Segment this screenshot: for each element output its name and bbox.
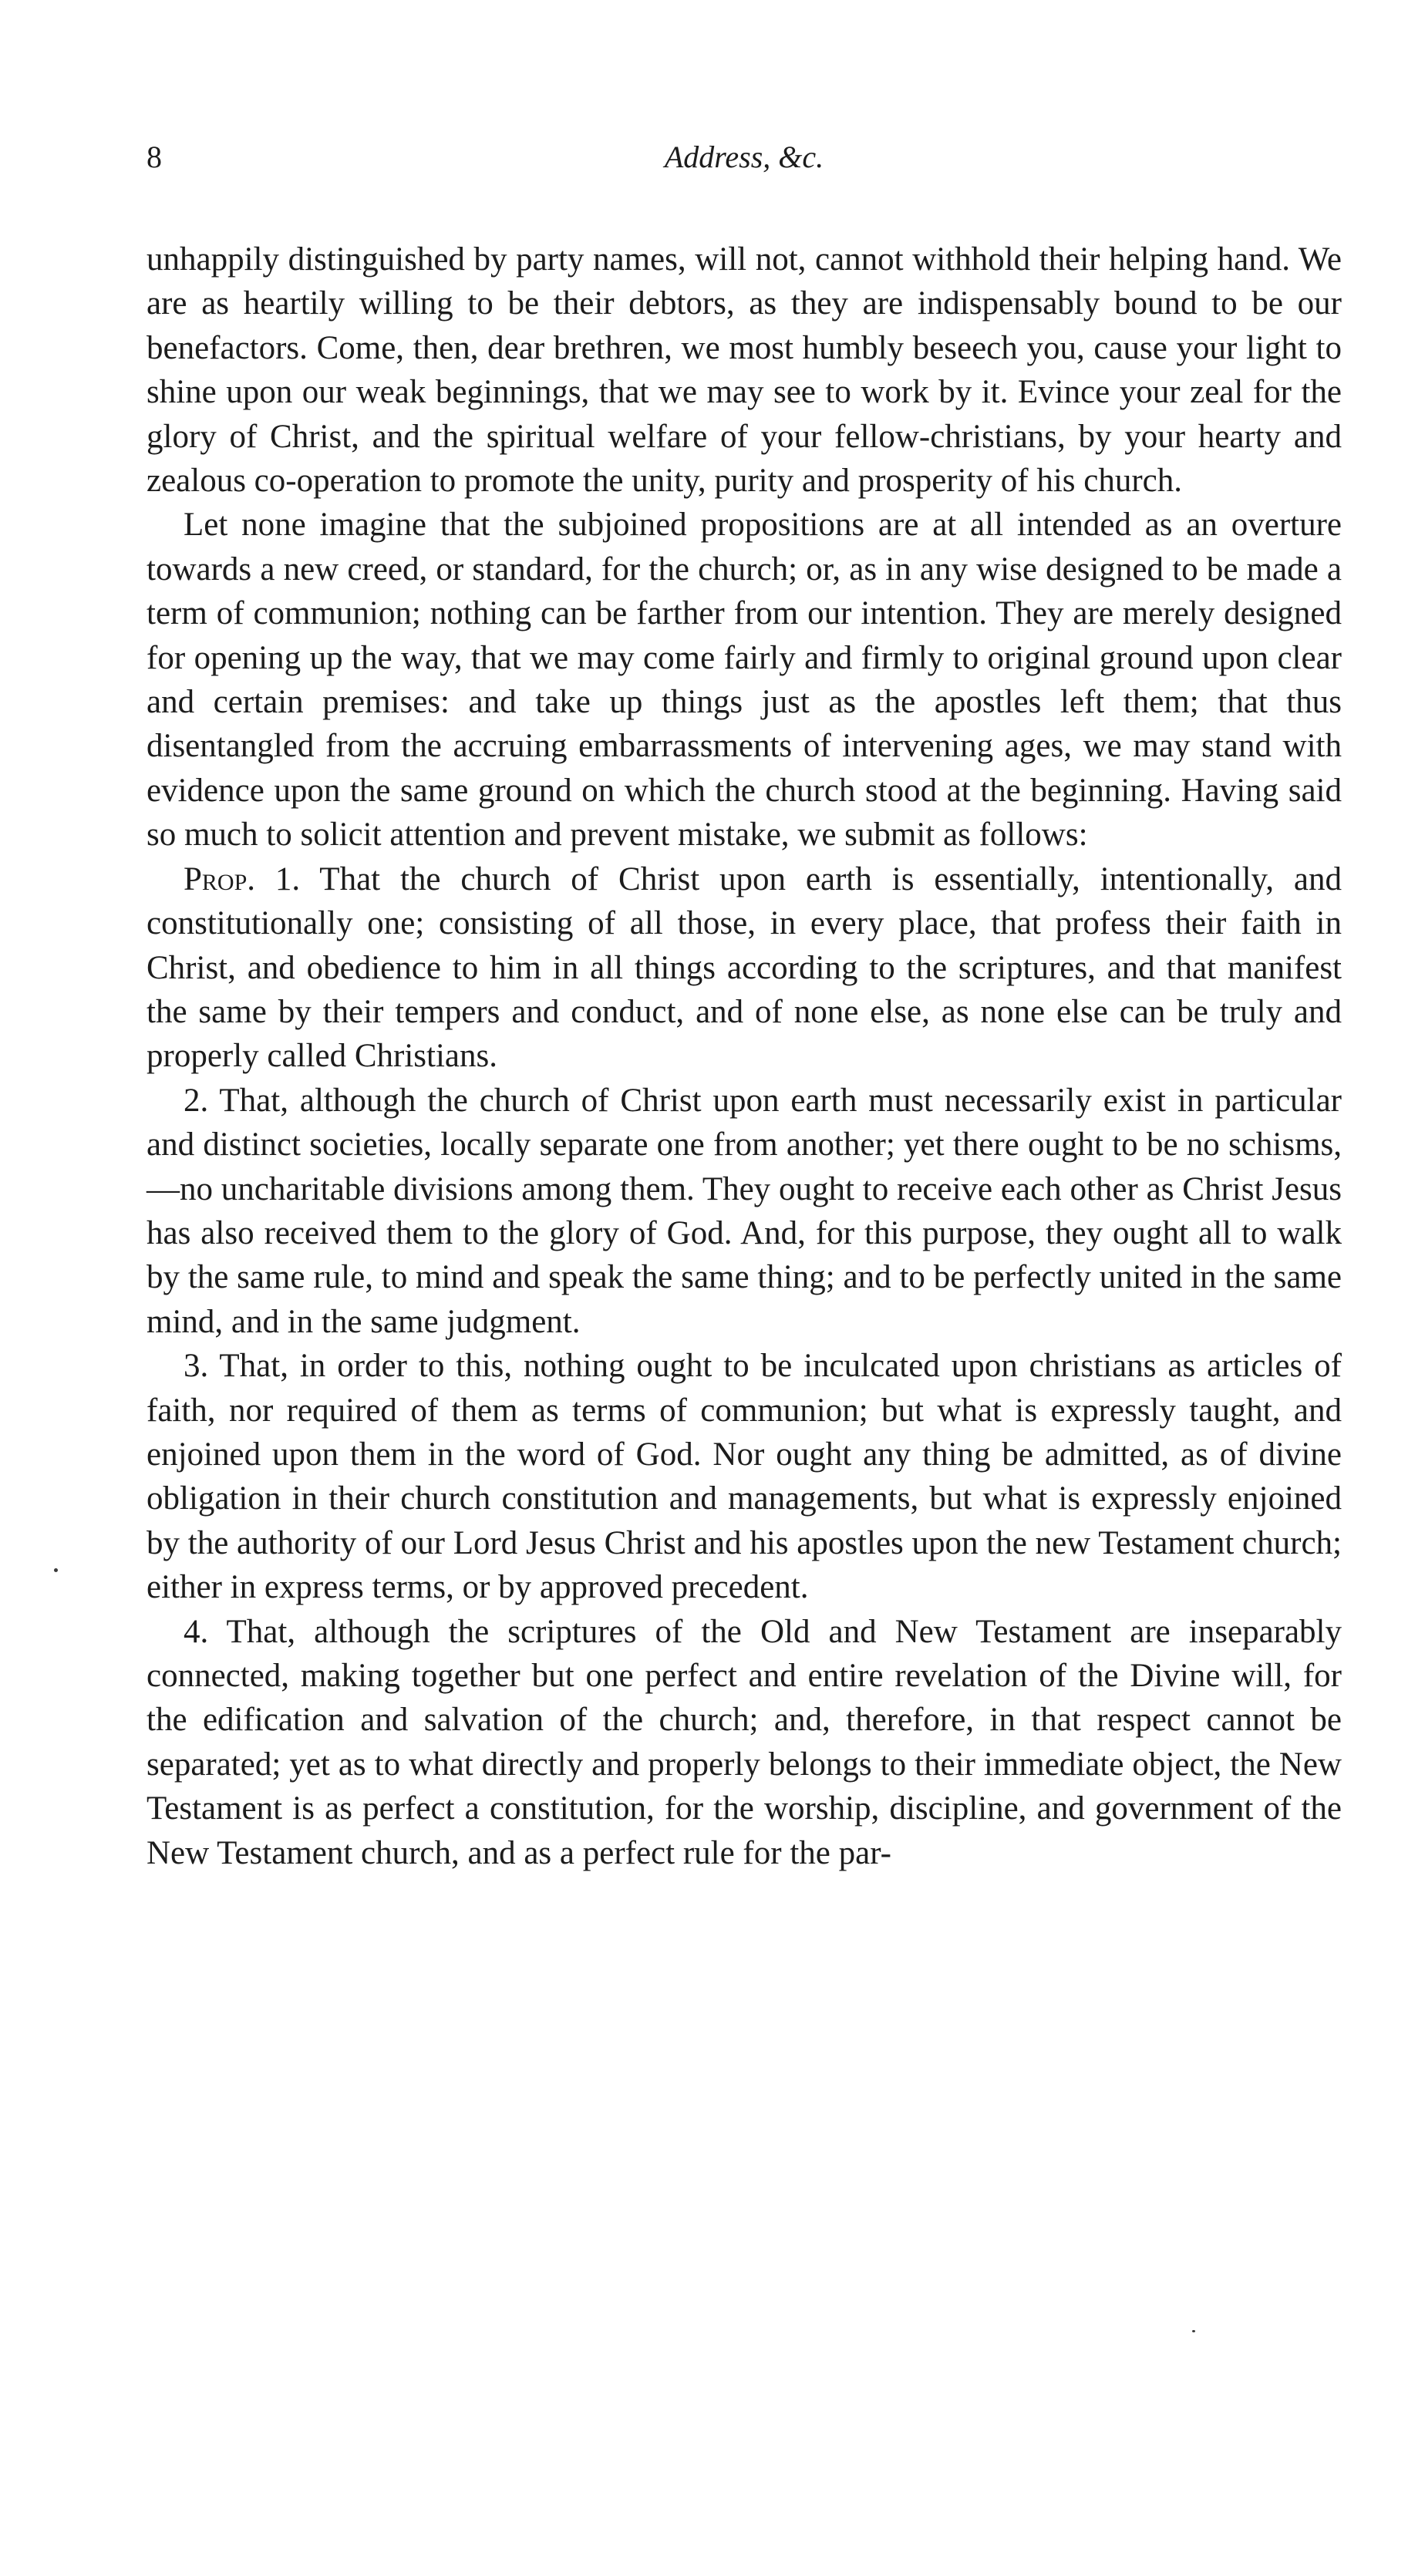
proposition-1-text: That the church of Christ upon earth is essentially, intentionally, and constitutionally one; consisting of all those, in every place, that profess their faith in Christ, and obedience to him in all things according to the scriptures, and that manifest the same by their tempers and conduct, and of none else, as none else can be truly and properly called Christians. (147, 860, 1342, 1075)
proposition-4: 4. That, although the scriptures of the Old and New Testament are inseparably connected, making together but one perfect and entire revelation of the Divine will, for the edification and salvation of the church; and, therefore, in that respect cannot be separated; yet as to what directly and properly belongs to their immediate object, the New Testament is as perfect a constitution, for the worship, discipline, and government of the New Testament church, and as a perfect rule for the par- (147, 1613, 1342, 1871)
paragraph-preamble: Let none imagine that the subjoined propositions are at all intended as an overture towards a new creed, or standard, for the church; or, as in any wise designed to be made a term of communion; nothing can be farther from our intention. They are merely designed for opening up the way, that we may come fairly and firmly to original ground upon clear and certain premises: and take up things just as the apostles left them; that thus disentangled from the accruing embarrassments of intervening ages, we may stand with evidence upon the same ground on which the church stood at the beginning. Having said so much to solicit attention and prevent mistake, we submit as follows: (147, 507, 1342, 854)
paragraph-appeal: unhappily distinguished by party names, will not, cannot withhold their helping hand. We are as heartily willing to be their debtors, as they are indispensably bound to be our benefactors. Come, then, dear brethren, we most humbly beseech you, cause your light to shine upon our weak beginnings, that we may see to work by it. Evince your zeal for the glory of Christ, and the spiritual welfare of your fellow-christians, by your hearty and zealous co-operation to promote the unity, purity and prosperity of his church. (147, 241, 1342, 500)
page-number: 8 (147, 140, 162, 174)
proposition-3: 3. That, in order to this, nothing ought to be inculcated upon christians as articles of faith, nor required of them as terms of communion; but what is expressly taught, and enjoined upon them in the word of God. Nor ought any thing be admitted, as of divine obligation in their church constitution and managements, but what is expressly enjoined by the authority of our Lord Jesus Christ and his apostles upon the new Testament church; either in express terms, or by approved precedent. (147, 1348, 1342, 1606)
proposition-1 (147, 857, 1342, 1079)
margin-speck (54, 1568, 58, 1572)
page-header (147, 139, 1342, 193)
proposition-2: 2. That, although the church of Christ upon earth must necessarily exist in particular and distinct societies, locally separate one from another; yet there ought to be no schisms,—no uncharitable divisions among them. They ought to receive each other as Christ Jesus has also received them to the glory of God. And, for this purpose, they ought all to walk by the same rule, to mind and speak the same thing; and to be perfectly united in the same mind, and in the same judgment. (147, 1082, 1342, 1340)
margin-speck (1192, 2330, 1195, 2332)
body-text (147, 237, 1342, 1875)
running-head: Address, &c. (664, 140, 824, 174)
proposition-label: Prop. 1. (184, 860, 301, 897)
